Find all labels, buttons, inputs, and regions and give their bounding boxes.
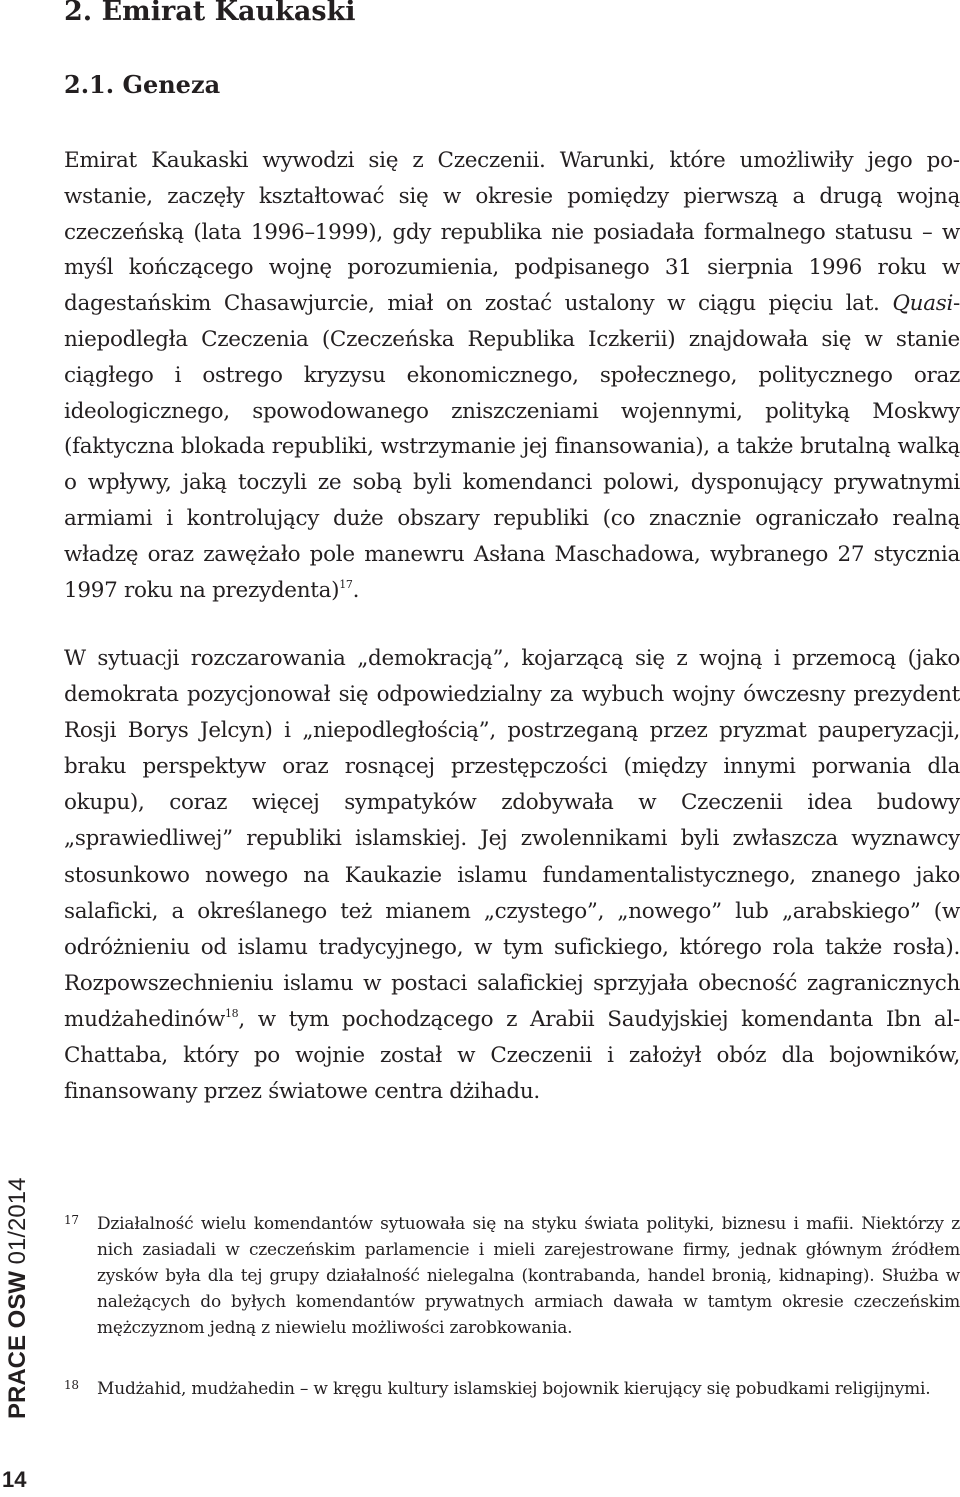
- footnote-ref-17[interactable]: 17: [339, 577, 353, 591]
- paragraph-1: [64, 143, 960, 608]
- subsection-title: 2.1. Geneza: [64, 70, 221, 99]
- footnote-number: 17: [64, 1213, 79, 1227]
- paragraph-2-text-b: , w tym pochodzącego z Arabii Saudyjskiej komendanta Ibn al-Chattaba, który po wojnie został w Czeczenii i założył obóz dla bojowników, finansowany przez światowe centra dżihadu.: [64, 1006, 960, 1105]
- publication-sidebar: [0, 1140, 36, 1420]
- paragraph-1-italic-term: Quasi: [892, 291, 954, 317]
- section-title: 2. Emirat Kaukaski: [64, 0, 356, 27]
- paragraph-1-text-c: .: [352, 577, 360, 603]
- publication-brand: PRACE OSW: [4, 1270, 31, 1419]
- paragraph-1-text-b: -niepodległa Czeczenia (Czeczeńska Republika Iczkerii) znajdowała się w stanie ciągłego i ostrego kryzysu ekonomicznego, społecznego, politycznego oraz ideologicznego, spowodowanego zniszczeniami wojennymi, polityką Moskwy (faktyczna blokada republiki, wstrzymanie jej finansowania), a także brutalną walką o wpływy, jaką toczyli ze sobą byli komendanci polowi, dysponujący prywatnymi armiami i kontrolujący duże obszary republiki (co znacznie ograniczało realną władzę oraz zawężało pole manewru Asłana Maschadowa, wybranego 27 stycznia 1997 roku na prezydenta): [64, 291, 960, 603]
- footnote-text: Działalność wielu komendantów sytuowała się na styku świata polityki, biznesu i mafii. Niektórzy z nich zasiadali w czeczeńskim parlamencie i mieli zarejestrowane firmy, jednak głównym źródłem zysków była dla tej grupy działalność nielegalna (kontrabanda, handel bronią, kidnaping). Służba w należących do byłych komendantów prywatnych armiach dawała w tamtym okresie czeczeńskim mężczyznom jedną z niewielu możliwości zarobkowania.: [97, 1214, 960, 1338]
- paragraph-2: [64, 641, 960, 1110]
- footnote-18: [64, 1376, 960, 1402]
- paragraph-1-text-a: Emirat Kaukaski wywodzi się z Czeczenii. Warunki, które umożliwiły jego powstanie, zaczęły kształtować się w okresie pomiędzy pierwszą a drugą wojną czeczeńską (lata 1996–1999), gdy republika nie posiadała formalnego statusu – w myśl kończącego wojnę porozumienia, podpisanego 31 sierpnia 1996 roku w dagestańskim Chasawjurcie, miał on zostać ustalony w ciągu pięciu lat.: [64, 148, 960, 317]
- footnote-number: 18: [64, 1378, 79, 1392]
- footnote-17: [64, 1211, 960, 1341]
- publication-issue: 01/2014: [4, 1177, 31, 1265]
- paragraph-2-text-a: W sytuacji rozczarowania „demokracją”, kojarzącą się z wojną i przemocą (jako demokrata pozycjonował się odpowiedzialny za wybuch wojny ówczesny prezydent Rosji Borys Jelcyn) i „niepodległością”, postrzeganą przez pryzmat pauperyzacji, braku perspektyw oraz rosnącej przestępczości (między innymi porwania dla okupu), coraz więcej sympatyków zdobywała w Czeczenii idea budowy „sprawiedliwej” republiki islamskiej. Jej zwolennikami byli zwłaszcza wyznawcy stosunkowo nowego na Kaukazie islamu fundamentalistycznego, znanego jako salaficki, a określanego też mianem „czystego”, „nowego” lub „arabskiego” (w odróżnieniu od islamu tradycyjnego, w tym sufickiego, którego rola także rosła). Rozpowszechnieniu islamu w postaci salafickiej sprzyjała obecność zagranicznych mudżahedinów: [64, 646, 960, 1032]
- footnote-text: Mudżahid, mudżahedin – w kręgu kultury islamskiej bojownik kierujący się pobudkami religijnymi.: [97, 1379, 931, 1399]
- publication-label: [4, 1178, 32, 1419]
- page-number: 14: [2, 1467, 27, 1492]
- footnote-ref-18[interactable]: 18: [224, 1006, 239, 1020]
